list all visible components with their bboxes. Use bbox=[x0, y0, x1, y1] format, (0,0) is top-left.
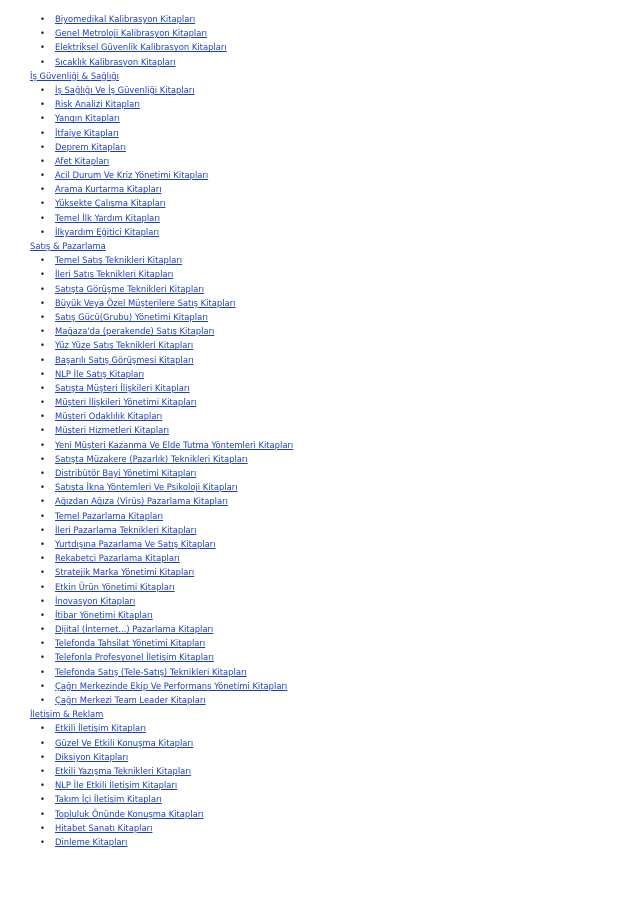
bullet-icon: • bbox=[40, 326, 45, 337]
list-item bbox=[30, 395, 620, 409]
list-item bbox=[30, 551, 620, 565]
bullet-icon: • bbox=[40, 14, 45, 24]
book-link[interactable]: Çağrı Merkezi Team Leader Kitapları bbox=[55, 695, 206, 705]
book-link[interactable]: Etkin Ürün Yönetimi Kitapları bbox=[55, 581, 175, 592]
book-link[interactable]: Risk Analizi Kitapları bbox=[55, 99, 141, 110]
bullet-icon: • bbox=[40, 84, 45, 95]
list-item bbox=[30, 154, 620, 168]
bullet-icon: • bbox=[40, 411, 45, 422]
book-link[interactable]: Sıcaklık Kalibrasyon Kitapları bbox=[55, 56, 176, 67]
book-link[interactable]: Yangın Kitapları bbox=[55, 113, 120, 124]
book-link[interactable]: Dijital (İnternet...) Pazarlama Kitapları bbox=[55, 624, 214, 635]
list-item bbox=[30, 111, 620, 125]
book-link[interactable]: Satışta Müzakere (Pazarlık) Teknikleri Kitapları bbox=[55, 453, 248, 464]
book-link[interactable]: Yüz Yüze Satış Teknikleri Kitapları bbox=[55, 340, 194, 351]
book-link[interactable]: Telefonda Tahsilat Yönetimi Kitapları bbox=[55, 638, 206, 649]
list-item bbox=[30, 650, 620, 664]
book-link[interactable]: Diksiyon Kitapları bbox=[55, 751, 129, 762]
category-heading[interactable]: İş Güvenliği & Sağlığı bbox=[30, 70, 119, 81]
bullet-icon: • bbox=[40, 595, 45, 606]
list-item bbox=[30, 423, 620, 437]
book-link[interactable]: İlkyardım Eğitici Kitapları bbox=[55, 226, 160, 237]
bullet-icon: • bbox=[40, 453, 45, 464]
list-item bbox=[30, 83, 620, 97]
bullet-icon: • bbox=[40, 680, 45, 691]
list-item bbox=[30, 594, 620, 608]
list-item bbox=[30, 736, 620, 750]
bullet-icon: • bbox=[40, 42, 45, 53]
list-item bbox=[30, 537, 620, 551]
bullet-icon: • bbox=[40, 425, 45, 436]
bullet-icon: • bbox=[40, 311, 45, 322]
bullet-icon: • bbox=[40, 496, 45, 507]
list-item bbox=[30, 636, 620, 650]
book-link[interactable]: Müşteri Odaklılık Kitapları bbox=[55, 411, 163, 422]
bullet-icon: • bbox=[40, 638, 45, 649]
list-item bbox=[30, 225, 620, 239]
list-item bbox=[30, 168, 620, 182]
list-item bbox=[30, 608, 620, 622]
list-item bbox=[30, 750, 620, 764]
book-link[interactable]: Elektriksel Güvenlik Kalibrasyon Kitapları bbox=[55, 42, 227, 53]
list-item bbox=[30, 565, 620, 579]
book-link[interactable]: İş Sağlığı Ve İş Güvenliği Kitapları bbox=[55, 84, 195, 95]
bullet-icon: • bbox=[40, 439, 45, 450]
bullet-icon: • bbox=[40, 765, 45, 776]
book-category-list bbox=[30, 12, 620, 849]
list-item bbox=[30, 196, 620, 210]
list-item bbox=[30, 693, 620, 707]
book-link[interactable]: İleri Pazarlama Teknikleri Kitapları bbox=[55, 524, 197, 535]
list-item bbox=[30, 821, 620, 835]
list-item bbox=[30, 211, 620, 225]
list-item bbox=[30, 622, 620, 636]
book-link[interactable]: Etkili Yazışma Teknikleri Kitapları bbox=[55, 765, 192, 776]
category-heading[interactable]: İletişim & Reklam bbox=[30, 709, 104, 720]
list-item bbox=[30, 97, 620, 111]
bullet-icon: • bbox=[40, 836, 45, 847]
list-item bbox=[30, 40, 620, 54]
book-link[interactable]: Genel Metroloji Kalibrasyon Kitapları bbox=[55, 28, 208, 39]
book-link[interactable]: Yüksekte Çalışma Kitapları bbox=[55, 198, 166, 209]
bullet-icon: • bbox=[40, 354, 45, 365]
book-link[interactable]: Telefonla Profesyonel İletişim Kitapları bbox=[55, 652, 214, 663]
bullet-icon: • bbox=[40, 624, 45, 635]
bullet-icon: • bbox=[40, 113, 45, 124]
bullet-icon: • bbox=[40, 553, 45, 564]
bullet-icon: • bbox=[40, 581, 45, 592]
book-link[interactable]: Temel Pazarlama Kitapları bbox=[55, 510, 164, 521]
list-item bbox=[30, 367, 620, 381]
book-link[interactable]: Satışta Görüşme Teknikleri Kitapları bbox=[55, 283, 205, 294]
book-link[interactable]: Afet Kitapları bbox=[55, 155, 110, 166]
book-link[interactable]: Topluluk Önünde Konuşma Kitapları bbox=[55, 808, 204, 819]
list-item bbox=[30, 494, 620, 508]
book-link[interactable]: Stratejik Marka Yönetimi Kitapları bbox=[55, 567, 195, 578]
list-item bbox=[30, 835, 620, 849]
book-link[interactable]: Rekabetçi Pazarlama Kitapları bbox=[55, 553, 180, 564]
book-link[interactable]: Ağızdan Ağıza (Virüs) Pazarlama Kitapları bbox=[55, 496, 228, 507]
list-item bbox=[30, 310, 620, 324]
list-item bbox=[30, 452, 620, 466]
book-link[interactable]: Başarılı Satış Görüşmesi Kitapları bbox=[55, 354, 194, 365]
list-item bbox=[30, 764, 620, 778]
bullet-icon: • bbox=[40, 737, 45, 748]
bullet-icon: • bbox=[40, 794, 45, 805]
bullet-icon: • bbox=[40, 397, 45, 408]
list-item bbox=[30, 665, 620, 679]
list-item bbox=[30, 409, 620, 423]
list-item bbox=[30, 466, 620, 480]
book-link[interactable]: Arama Kurtarma Kitapları bbox=[55, 184, 162, 195]
list-item bbox=[30, 480, 620, 494]
list-item bbox=[30, 267, 620, 281]
bullet-icon: • bbox=[40, 297, 45, 308]
bullet-icon: • bbox=[40, 652, 45, 663]
book-link[interactable]: Biyomedikal Kalibrasyon Kitapları bbox=[55, 14, 196, 24]
list-item bbox=[30, 26, 620, 40]
list-item bbox=[30, 140, 620, 154]
book-link[interactable]: Satışta İkna Yöntemleri Ve Psikoloji Kitapları bbox=[55, 482, 238, 493]
book-link[interactable]: İtibar Yönetimi Kitapları bbox=[55, 609, 153, 620]
list-item bbox=[30, 381, 620, 395]
bullet-icon: • bbox=[40, 368, 45, 379]
book-link[interactable]: Satış Gücü(Grubu) Yönetimi Kitapları bbox=[55, 311, 208, 322]
list-item bbox=[30, 182, 620, 196]
bullet-icon: • bbox=[40, 567, 45, 578]
book-link[interactable]: Büyük Veya Özel Müşterilere Satış Kitapları bbox=[55, 297, 236, 308]
list-item bbox=[30, 55, 620, 69]
book-link[interactable]: İleri Satış Teknikleri Kitapları bbox=[55, 269, 174, 280]
bullet-icon: • bbox=[40, 283, 45, 294]
bullet-icon: • bbox=[40, 184, 45, 195]
book-link[interactable]: Acil Durum Ve Kriz Yönetimi Kitapları bbox=[55, 170, 209, 181]
list-item bbox=[30, 438, 620, 452]
category-heading[interactable]: Satış & Pazarlama bbox=[30, 241, 106, 251]
list-item bbox=[30, 792, 620, 806]
bullet-icon: • bbox=[40, 780, 45, 791]
book-link[interactable]: Telefonda Satış (Tele-Satış) Teknikleri Kitapları bbox=[55, 666, 247, 677]
book-link[interactable]: Yurtdışına Pazarlama Ve Satış Kitapları bbox=[55, 538, 216, 549]
bullet-icon: • bbox=[40, 822, 45, 833]
bullet-icon: • bbox=[40, 723, 45, 734]
book-link[interactable]: Etkili İletişim Kitapları bbox=[55, 723, 146, 734]
bullet-icon: • bbox=[40, 382, 45, 393]
list-item bbox=[30, 324, 620, 338]
book-link[interactable]: Çağrı Merkezinde Ekip Ve Performans Yönetimi Kitapları bbox=[55, 680, 288, 691]
bullet-icon: • bbox=[40, 99, 45, 110]
bullet-icon: • bbox=[40, 468, 45, 478]
book-link[interactable]: Müşteri İlişkileri Yönetimi Kitapları bbox=[55, 397, 197, 408]
bullet-icon: • bbox=[40, 212, 45, 223]
bullet-icon: • bbox=[40, 56, 45, 67]
book-link[interactable]: Mağaza'da (perakende) Satış Kitapları bbox=[55, 326, 215, 337]
book-link[interactable]: NLP İle Satış Kitapları bbox=[55, 368, 145, 379]
bullet-icon: • bbox=[40, 226, 45, 237]
list-item bbox=[30, 338, 620, 352]
bullet-icon: • bbox=[40, 28, 45, 39]
bullet-icon: • bbox=[40, 524, 45, 535]
list-item bbox=[30, 353, 620, 367]
book-link[interactable]: Deprem Kitapları bbox=[55, 141, 126, 152]
book-link[interactable]: Satışta Müşteri İlişkileri Kitapları bbox=[55, 382, 190, 393]
bullet-icon: • bbox=[40, 510, 45, 521]
list-item bbox=[30, 126, 620, 140]
list-item bbox=[30, 282, 620, 296]
book-link[interactable]: İnovasyon Kitapları bbox=[55, 595, 136, 606]
bullet-icon: • bbox=[40, 609, 45, 620]
bullet-icon: • bbox=[40, 340, 45, 351]
list-item bbox=[30, 523, 620, 537]
book-link[interactable]: NLP İle Etkili İletişim Kitapları bbox=[55, 780, 178, 791]
bullet-icon: • bbox=[40, 808, 45, 819]
list-item bbox=[30, 509, 620, 523]
book-link[interactable]: Distribütör Bayi Yönetimi Kitapları bbox=[55, 468, 197, 478]
book-link[interactable]: Yeni Müşteri Kazanma Ve Elde Tutma Yöntemleri Kitapları bbox=[55, 439, 294, 450]
book-link[interactable]: Hitabet Sanatı Kitapları bbox=[55, 822, 153, 833]
bullet-icon: • bbox=[40, 666, 45, 677]
bullet-icon: • bbox=[40, 269, 45, 280]
list-item bbox=[30, 580, 620, 594]
bullet-icon: • bbox=[40, 155, 45, 166]
list-item bbox=[30, 679, 620, 693]
bullet-icon: • bbox=[40, 695, 45, 705]
bullet-icon: • bbox=[40, 170, 45, 181]
book-link[interactable]: Dinleme Kitapları bbox=[55, 836, 128, 847]
bullet-icon: • bbox=[40, 127, 45, 138]
list-item bbox=[30, 296, 620, 310]
book-link[interactable]: Temel İlk Yardım Kitapları bbox=[55, 212, 161, 223]
bullet-icon: • bbox=[40, 751, 45, 762]
bullet-icon: • bbox=[40, 255, 45, 266]
book-link[interactable]: Güzel Ve Etkili Konuşma Kitapları bbox=[55, 737, 194, 748]
list-item bbox=[30, 12, 620, 26]
bullet-icon: • bbox=[40, 198, 45, 209]
list-item bbox=[30, 807, 620, 821]
book-link[interactable]: Temel Satış Teknikleri Kitapları bbox=[55, 255, 183, 266]
list-item bbox=[30, 778, 620, 792]
list-item bbox=[30, 721, 620, 735]
bullet-icon: • bbox=[40, 538, 45, 549]
list-item bbox=[30, 253, 620, 267]
book-link[interactable]: Müşteri Hizmetleri Kitapları bbox=[55, 425, 170, 436]
bullet-icon: • bbox=[40, 141, 45, 152]
book-link[interactable]: Takım İçi İletişim Kitapları bbox=[55, 794, 162, 805]
bullet-icon: • bbox=[40, 482, 45, 493]
book-link[interactable]: İtfaiye Kitapları bbox=[55, 127, 119, 138]
